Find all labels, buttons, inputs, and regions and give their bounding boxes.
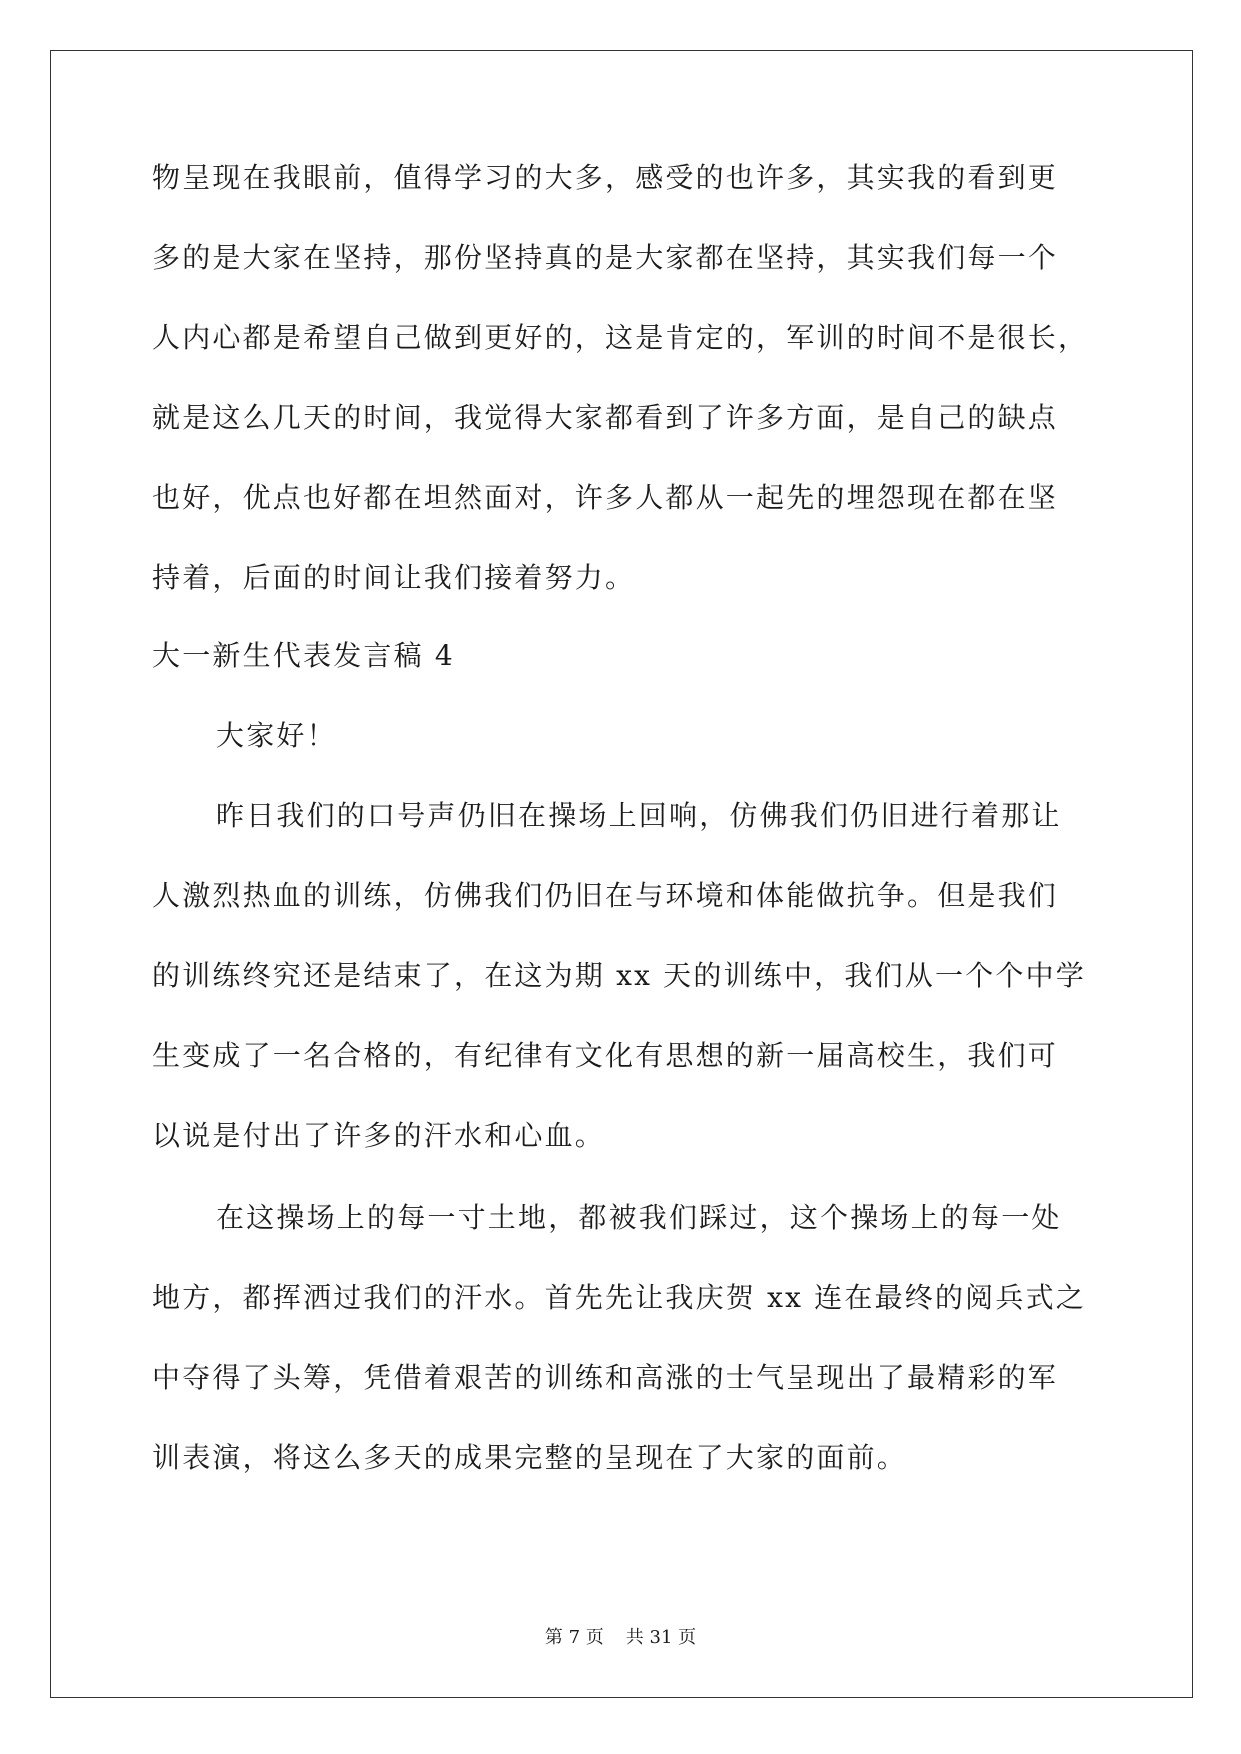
body-text-line: 多的是大家在坚持，那份坚持真的是大家都在坚持，其实我们每一个 <box>152 241 1059 274</box>
page-number-current: 第 7 页 <box>544 1627 604 1648</box>
page-number-total: 共 31 页 <box>625 1627 697 1648</box>
body-text-line: 以说是付出了许多的汗水和心血。 <box>152 1119 606 1152</box>
body-text-line: 训表演，将这么多天的成果完整的呈现在了大家的面前。 <box>152 1441 908 1474</box>
body-text-line: 的训练终究还是结束了，在这为期 xx 天的训练中，我们从一个个中学 <box>152 959 1086 992</box>
body-text-line: 就是这么几天的时间，我觉得大家都看到了许多方面，是自己的缺点 <box>152 401 1059 434</box>
section-heading: 大一新生代表发言稿 4 <box>152 639 455 672</box>
page-footer <box>0 1626 1241 1650</box>
body-text-line: 持着，后面的时间让我们接着努力。 <box>152 561 636 594</box>
body-text-line: 中夺得了头筹，凭借着艰苦的训练和高涨的士气呈现出了最精彩的军 <box>152 1361 1059 1394</box>
body-text-line: 人激烈热血的训练，仿佛我们仍旧在与环境和体能做抗争。但是我们 <box>152 879 1059 912</box>
body-text-line: 人内心都是希望自己做到更好的，这是肯定的，军训的时间不是很长， <box>152 321 1089 354</box>
greeting-line: 大家好！ <box>216 719 337 752</box>
body-text-line: 也好，优点也好都在坦然面对，许多人都从一起先的埋怨现在都在坚 <box>152 481 1059 514</box>
body-text-line: 生变成了一名合格的，有纪律有文化有思想的新一届高校生，我们可 <box>152 1039 1059 1072</box>
body-text-line: 物呈现在我眼前，值得学习的大多，感受的也许多，其实我的看到更 <box>152 161 1059 194</box>
body-text-line: 昨日我们的口号声仍旧在操场上回响，仿佛我们仍旧进行着那让 <box>216 799 1062 832</box>
body-text-line: 地方，都挥洒过我们的汗水。首先先让我庆贺 xx 连在最终的阅兵式之 <box>152 1281 1086 1314</box>
body-text-line: 在这操场上的每一寸土地，都被我们踩过，这个操场上的每一处 <box>216 1201 1062 1234</box>
